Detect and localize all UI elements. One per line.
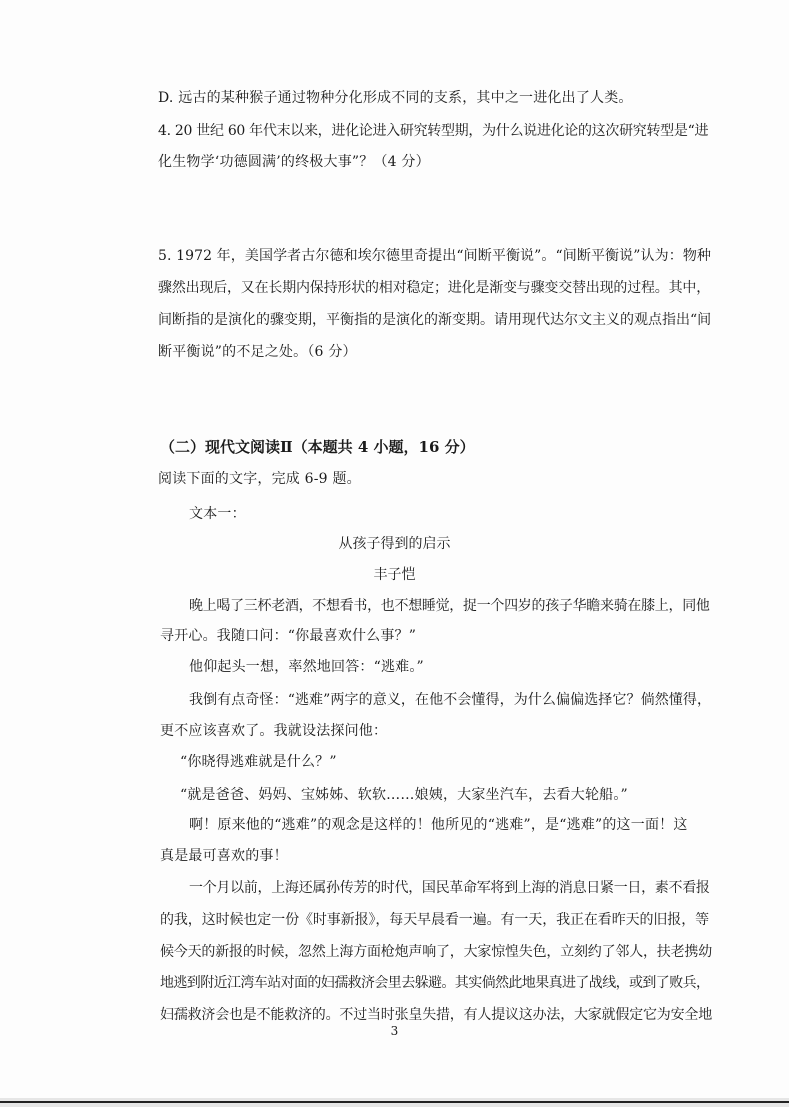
question-5-line-2: 骤然出现后，又在长期内保持形状的相对稳定；进化是渐变与骤变交替出现的过程。其中， — [158, 280, 710, 296]
paragraph-7-line-5: 妇孺救济会也是不能救济的。不过当时张皇失措，有人提议这办法，大家就假定它为安全地 — [160, 1007, 712, 1023]
article-title: 从孩子得到的启示 — [338, 536, 451, 552]
paragraph-1-line-2: 寻开心。我随口问：“你最喜欢什么事？” — [160, 628, 417, 644]
section-heading: （二）现代文阅读Ⅱ（本题共 4 小题，16 分） — [160, 438, 475, 456]
scan-edge-line — [0, 1101, 789, 1103]
question-3-option-d: D. 远古的某种猴子通过物种分化形成不同的支系，其中之一进化出了人类。 — [158, 90, 633, 106]
question-5-line-4: 断平衡说”的不足之处。（6 分） — [158, 344, 357, 360]
text-label: 文本一： — [189, 506, 246, 522]
paragraph-1-line-1: 晚上喝了三杯老酒，不想看书，也不想睡觉，捉一个四岁的孩子华瞻来骑在膝上，同他 — [189, 598, 710, 614]
question-4-line-1: 4. 20 世纪 60 年代末以来，进化论进入研究转型期，为什么说进化论的这次研究转型是“进 — [158, 123, 709, 139]
question-5-line-1: 5. 1972 年，美国学者古尔德和埃尔德里奇提出“间断平衡说”。“间断平衡说”认为：物种 — [158, 248, 712, 264]
paragraph-7-line-1: 一个月以前，上海还属孙传芳的时代，国民革命军将到上海的消息日紧一日，素不看报 — [189, 880, 710, 896]
paragraph-7-line-4: 地逃到附近江湾车站对面的妇孺救济会里去躲避。其实倘然此地果真进了战线，或到了败兵， — [160, 975, 710, 991]
paragraph-7-line-3: 候今天的新报的时候，忽然上海方面枪炮声响了，大家惊惶失色，立刻约了邻人，扶老携幼 — [160, 944, 712, 960]
question-4-line-2: 化生物学‘功德圆满’的终极大事”？（4 分） — [158, 154, 430, 170]
question-5-line-3: 间断指的是演化的骤变期，平衡指的是演化的渐变期。请用现代达尔文主义的观点指出“间 — [158, 312, 712, 328]
paragraph-6-line-2: 真是最可喜欢的事！ — [160, 848, 288, 864]
paragraph-6-line-1: 啊！原来他的“逃难”的观念是这样的！他所见的“逃难”，是“逃难”的这一面！这 — [189, 817, 688, 833]
article-author: 丰子恺 — [373, 567, 416, 583]
reading-instruction: 阅读下面的文字，完成 6-9 题。 — [158, 471, 361, 487]
paragraph-2: 他仰起头一想，率然地回答：“逃难。” — [189, 659, 424, 675]
page-number: 3 — [390, 1024, 399, 1038]
paragraph-3-line-1: 我倒有点奇怪：“逃难”两字的意义，在他不会懂得，为什么偏偏选择它？倘然懂得， — [189, 692, 712, 708]
paragraph-7-line-2: 的我，这时候也定一份《时事新报》，每天早晨看一遍。有一天，我正在看昨天的旧报，等 — [160, 912, 709, 928]
paragraph-5: “就是爸爸、妈妈、宝姊姊、软软……娘姨，大家坐汽车，去看大轮船。” — [180, 787, 628, 803]
paragraph-3-line-2: 更不应该喜欢了。我就设法探问他： — [160, 723, 388, 739]
paragraph-4: “你晓得逃难就是什么？” — [180, 754, 337, 770]
